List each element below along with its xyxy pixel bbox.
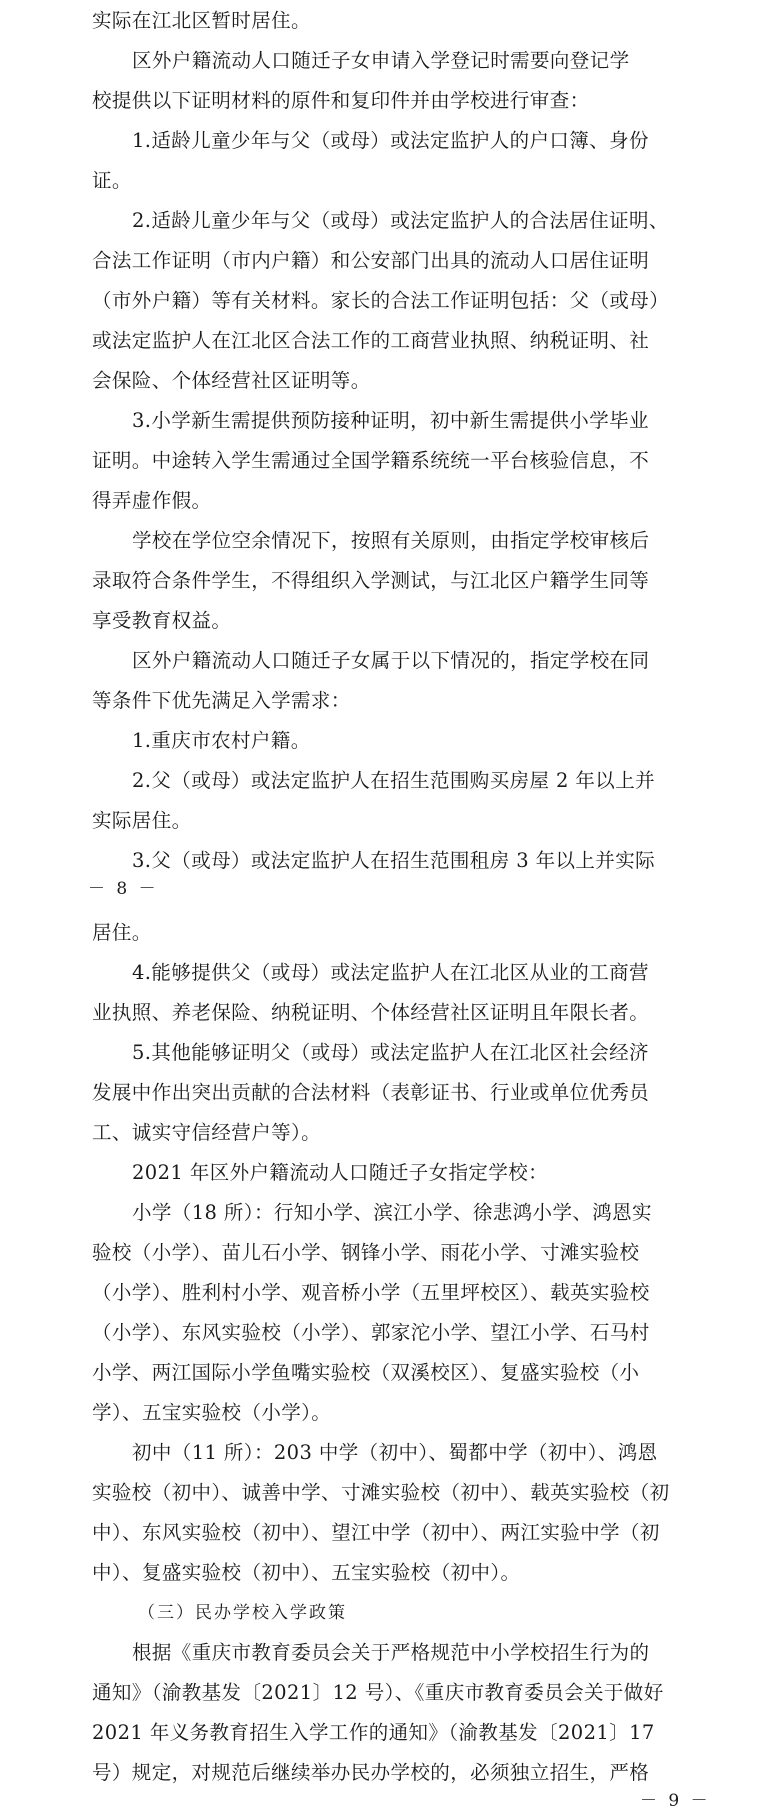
paragraph-first-line: 根据《重庆市教育委员会关于严格规范中小学校招生行为的 xyxy=(132,1641,650,1664)
text-line: 小学、两江国际小学鱼嘴实验校（双溪校区）、复盛实验校（小 xyxy=(92,1361,640,1384)
text-line: 会保险、个体经营社区证明等。 xyxy=(92,369,371,392)
paragraph-first-line: 2.父（或母）或法定监护人在招生范围购买房屋 2 年以上并 xyxy=(132,769,656,792)
text-line: （小学）、东风实验校（小学）、郭家沱小学、望江小学、石马村 xyxy=(92,1321,650,1344)
text-line: 2021 年义务教育招生入学工作的通知》（渝教基发〔2021〕17 xyxy=(92,1721,655,1744)
paragraph-first-line: 区外户籍流动人口随迁子女申请入学登记时需要向登记学 xyxy=(132,49,630,72)
text-line: 中）、复盛实验校（初中）、五宝实验校（初中）。 xyxy=(92,1561,521,1584)
paragraph-first-line: 4.能够提供父（或母）或法定监护人在江北区从业的工商营 xyxy=(132,961,649,984)
text-line: （市外户籍）等有关材料。家长的合法工作证明包括：父（或母） xyxy=(92,289,670,312)
text-line: 业执照、养老保险、纳税证明、个体经营社区证明且年限长者。 xyxy=(92,1001,650,1024)
paragraph-first-line: 2021 年区外户籍流动人口随迁子女指定学校： xyxy=(132,1161,549,1184)
paragraph-first-line: 学校在学位空余情况下，按照有关原则，由指定学校审核后 xyxy=(132,529,650,552)
paragraph-first-line: 3.父（或母）或法定监护人在招生范围租房 3 年以上并实际 xyxy=(132,849,656,872)
text-line: 实际在江北区暂时居住。 xyxy=(92,9,311,32)
paragraph-first-line: 2.适龄儿童少年与父（或母）或法定监护人的合法居住证明、 xyxy=(132,209,669,232)
text-line: 发展中作出突出贡献的合法材料（表彰证书、行业或单位优秀员 xyxy=(92,1081,650,1104)
text-line: 实际居住。 xyxy=(92,809,192,832)
text-line: 中）、东风实验校（初中）、望江中学（初中）、两江实验中学（初 xyxy=(92,1521,660,1544)
text-line: 证明。中途转入学生需通过全国学籍系统统一平台核验信息，不 xyxy=(92,449,650,472)
text-line: 工、诚实守信经营户等）。 xyxy=(92,1121,322,1144)
text-line: 等条件下优先满足入学需求： xyxy=(92,689,351,712)
text-line: 得弄虚作假。 xyxy=(92,489,212,512)
text-line: 学）、五宝实验校（小学）。 xyxy=(92,1401,332,1424)
text-line: 校提供以下证明材料的原件和复印件并由学校进行审查： xyxy=(92,89,590,112)
text-line: 录取符合条件学生，不得组织入学测试，与江北区户籍学生同等 xyxy=(92,569,650,592)
text-line: 或法定监护人在江北区合法工作的工商营业执照、纳税证明、社 xyxy=(92,329,650,352)
paragraph-first-line: 小学（18 所）：行知小学、滨江小学、徐悲鸿小学、鸿恩实 xyxy=(132,1201,652,1224)
paragraph-first-line: 3.小学新生需提供预防接种证明，初中新生需提供小学毕业 xyxy=(132,409,649,432)
text-line: 通知》（渝教基发〔2021〕12 号）、《重庆市教育委员会关于做好 xyxy=(92,1681,664,1704)
paragraph-first-line: 1.适龄儿童少年与父（或母）或法定监护人的户口簿、身份 xyxy=(132,129,649,152)
text-line: 号）规定，对规范后继续举办民办学校的，必须独立招生，严格 xyxy=(92,1761,650,1784)
paragraph-first-line: 5.其他能够证明父（或母）或法定监护人在江北区社会经济 xyxy=(132,1041,649,1064)
paragraph-first-line: 区外户籍流动人口随迁子女属于以下情况的，指定学校在同 xyxy=(132,649,650,672)
text-line: 证。 xyxy=(92,169,132,192)
text-line: 验校（小学）、苗儿石小学、钢锋小学、雨花小学、寸滩实验校 xyxy=(92,1241,640,1264)
text-line: 享受教育权益。 xyxy=(92,609,232,632)
text-line: （小学）、胜利村小学、观音桥小学（五里坪校区）、载英实验校 xyxy=(92,1281,650,1304)
section-heading: （三）民办学校入学政策 xyxy=(138,1603,347,1623)
page-number: － 9 － xyxy=(640,1791,711,1811)
page-number: － 8 － xyxy=(88,879,159,899)
text-line: 实验校（初中）、诚善中学、寸滩实验校（初中）、载英实验校（初 xyxy=(92,1481,670,1504)
paragraph-first-line: 1.重庆市农村户籍。 xyxy=(132,729,311,752)
text-line: 居住。 xyxy=(92,921,152,944)
paragraph-first-line: 初中（11 所）：203 中学（初中）、蜀都中学（初中）、鸿恩 xyxy=(132,1441,658,1464)
text-line: 合法工作证明（市内户籍）和公安部门出具的流动人口居住证明 xyxy=(92,249,650,272)
